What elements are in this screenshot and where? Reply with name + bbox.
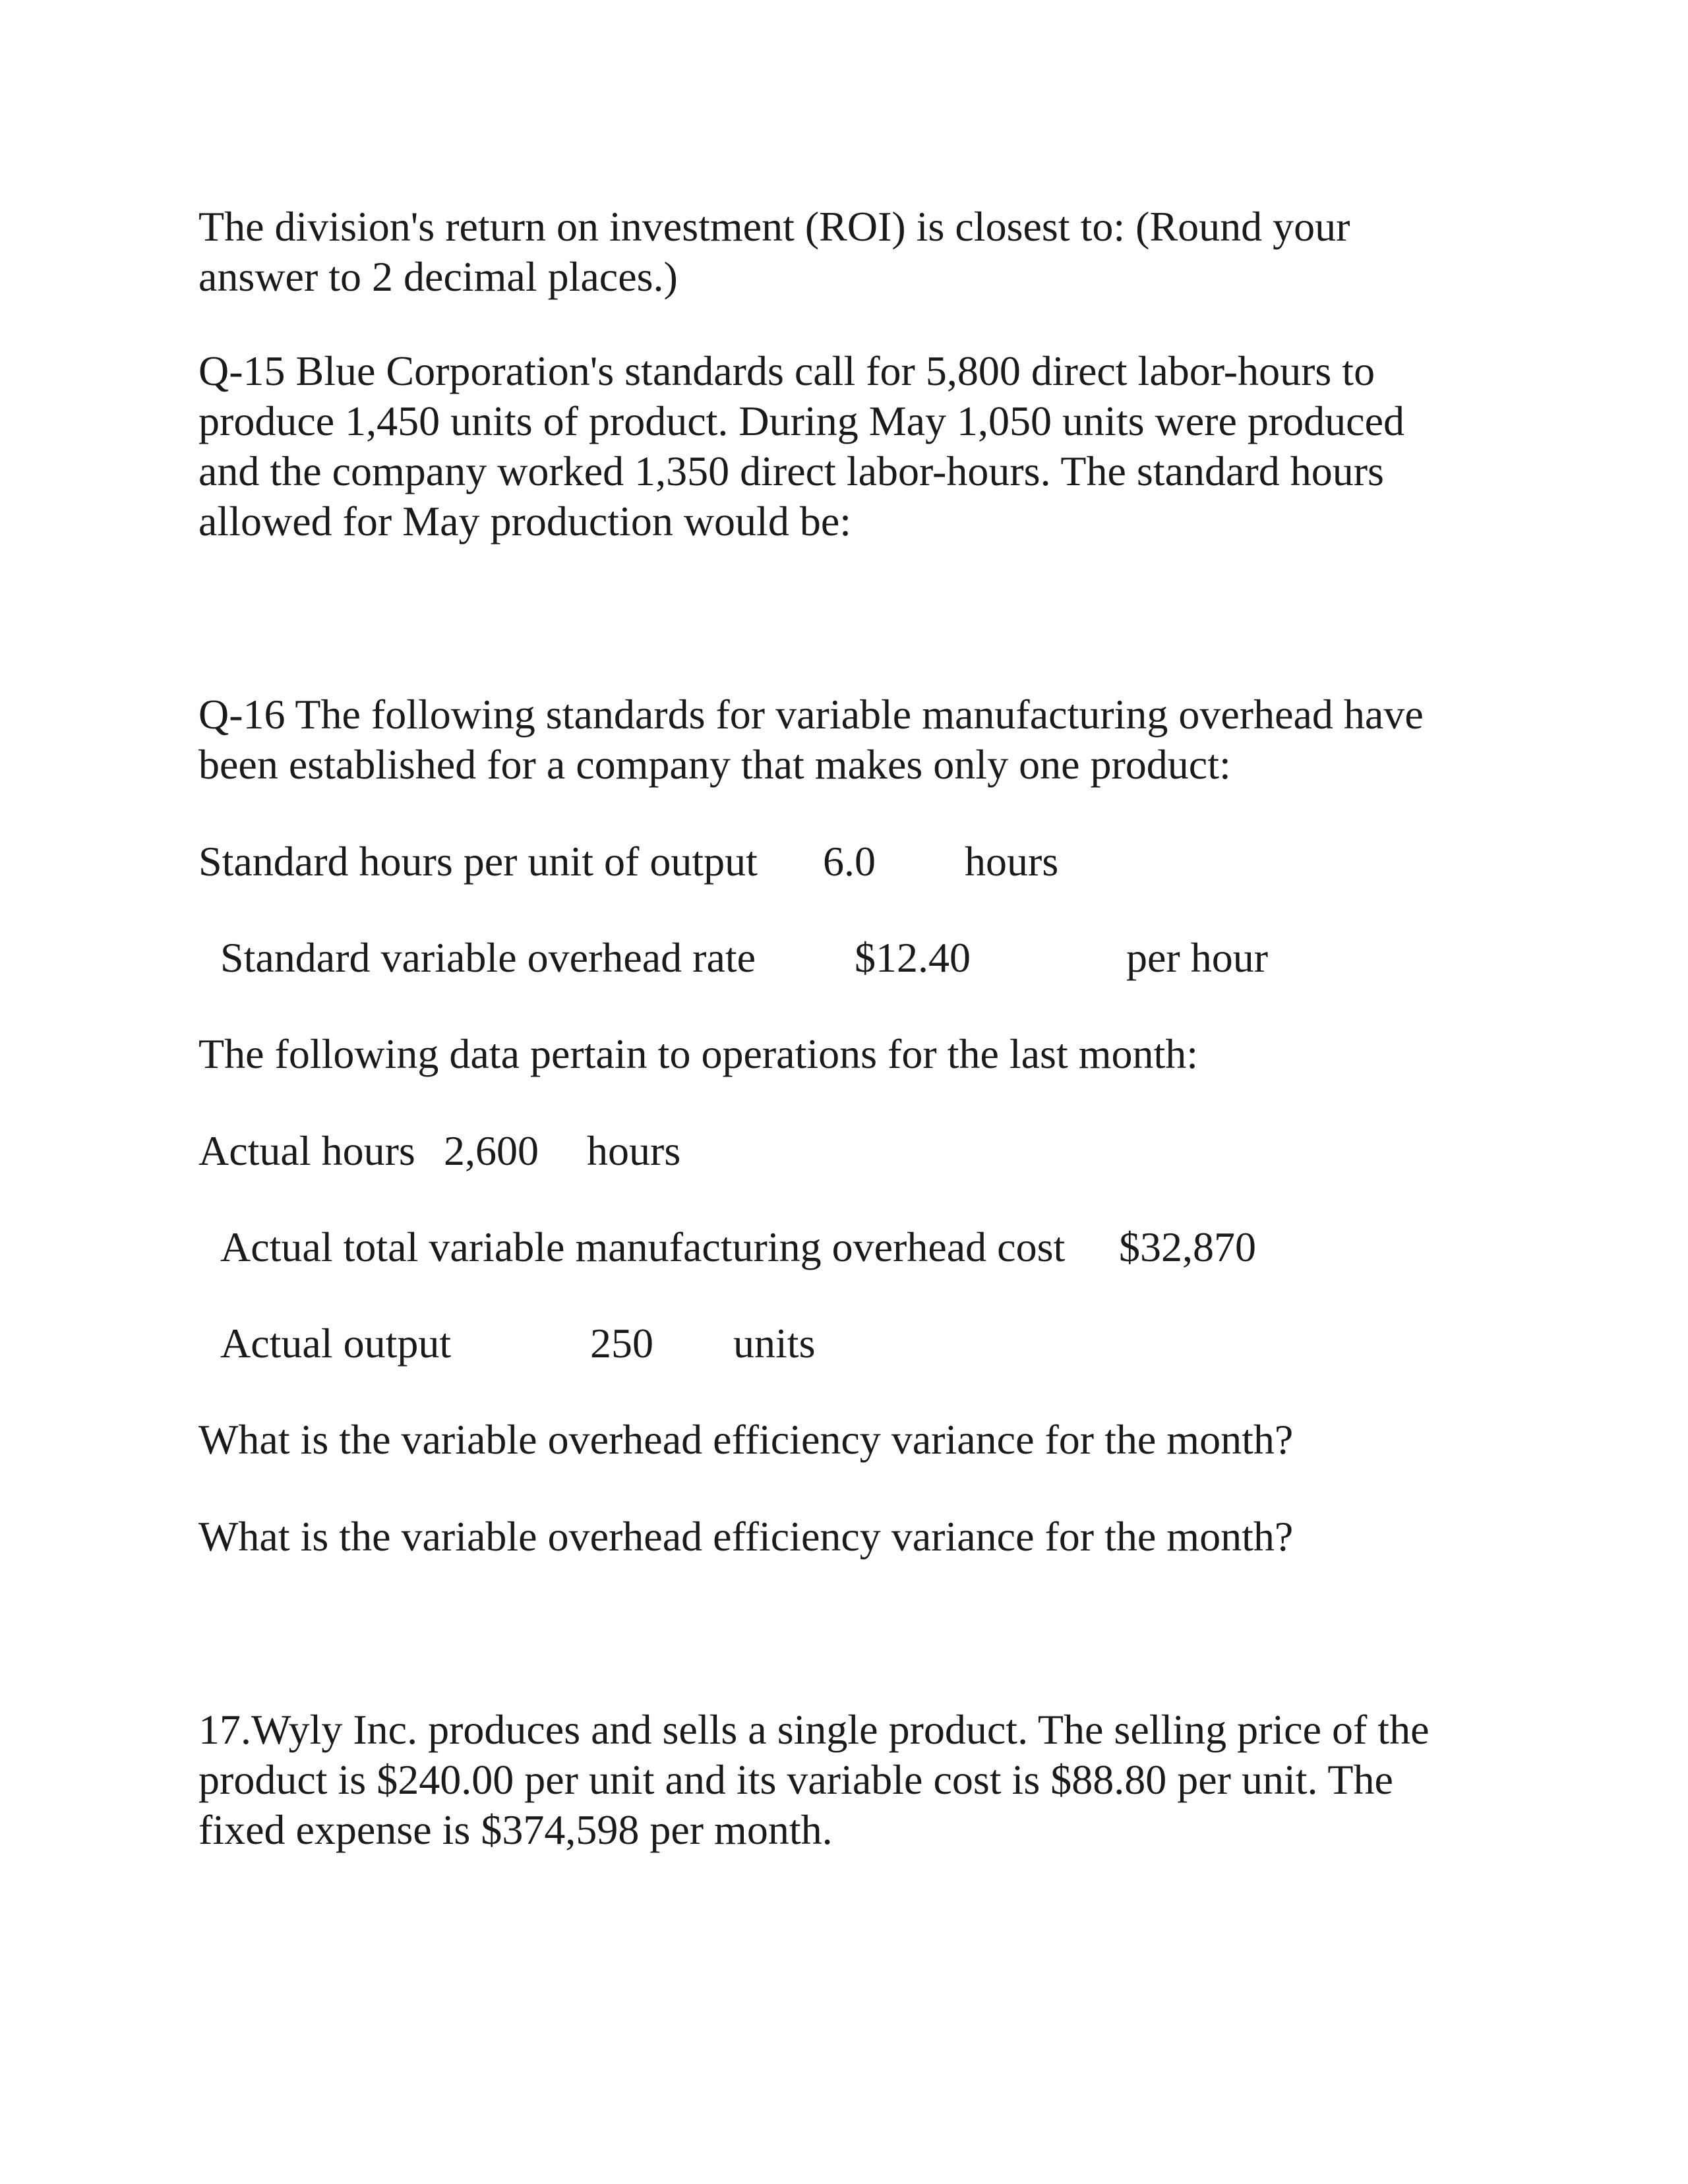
- actual-output-label: Actual output: [220, 1320, 452, 1367]
- q16-question-1: What is the variable overhead efficiency variance for the month?: [198, 1416, 1294, 1463]
- q16-intro-line-1: Q-16 The following standards for variable manufacturing overhead have: [198, 691, 1424, 738]
- q17-line-2: product is $240.00 per unit and its variable cost is $88.80 per unit. The: [198, 1756, 1393, 1803]
- actual-hours-unit: hours: [587, 1127, 681, 1174]
- q17-line-1: 17.Wyly Inc. produces and sells a single product. The selling price of the: [198, 1706, 1430, 1753]
- standard-rate-value: $12.40: [855, 934, 971, 981]
- q16-intro-line-2: been established for a company that makes only one product:: [198, 741, 1231, 788]
- q16-question-2: What is the variable overhead efficiency variance for the month?: [198, 1513, 1294, 1560]
- standard-hours-unit: hours: [965, 838, 1059, 885]
- actual-output-value: 250: [590, 1320, 653, 1367]
- actual-hours-value: 2,600: [444, 1127, 539, 1174]
- actual-hours-label: Actual hours: [198, 1127, 415, 1174]
- q15-line-2: produce 1,450 units of product. During May 1,050 units were produced: [198, 398, 1404, 444]
- actual-cost-value: $32,870: [1119, 1224, 1256, 1270]
- roi-question-line-1: The division's return on investment (ROI) is closest to: (Round your: [198, 203, 1350, 250]
- q17-line-3: fixed expense is $374,598 per month.: [198, 1806, 833, 1853]
- q15-line-4: allowed for May production would be:: [198, 498, 851, 545]
- q15-line-3: and the company worked 1,350 direct labor-hours. The standard hours: [198, 448, 1384, 494]
- actual-cost-label: Actual total variable manufacturing overhead cost: [220, 1224, 1066, 1270]
- standard-rate-unit: per hour: [1126, 934, 1269, 981]
- actual-output-unit: units: [733, 1320, 816, 1367]
- data-intro: The following data pertain to operations for the last month:: [198, 1030, 1199, 1077]
- roi-question-line-2: answer to 2 decimal places.): [198, 253, 678, 300]
- q15-line-1: Q-15 Blue Corporation's standards call for 5,800 direct labor-hours to: [198, 347, 1375, 394]
- standard-rate-label: Standard variable overhead rate: [220, 934, 756, 981]
- standard-hours-label: Standard hours per unit of output: [198, 838, 758, 885]
- standard-hours-value: 6.0: [823, 838, 876, 885]
